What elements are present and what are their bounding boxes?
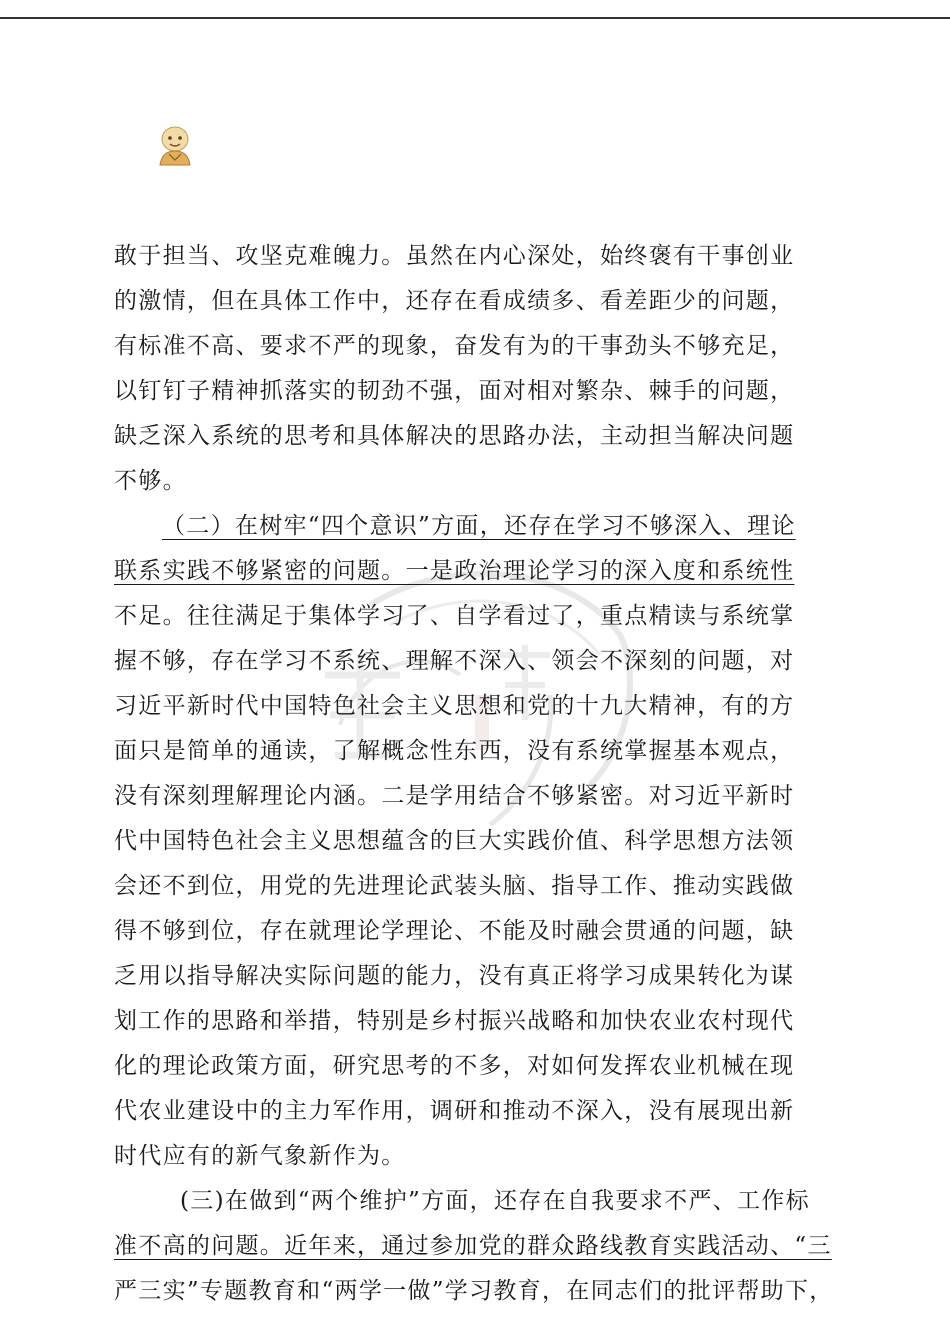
text-line: 乏用以指导解决实际问题的能力，没有真正将学习成果转化为谋 [114,963,795,989]
text-line: 时代应有的新气象新作为。 [114,1143,406,1169]
text-line: 不够。 [114,468,187,494]
section-heading-2-cont: 联系实践不够紧密的问题。一是政治理论学习的深入度和系统性 [114,558,795,584]
text-line: 会还不到位，用党的先进理论武装头脑、指导工作、推动实践做 [114,873,795,899]
text-line: 面只是简单的通读，了解概念性东西，没有系统掌握基本观点， [114,738,795,764]
text-line: 没有深刻理解理论内涵。二是学用结合不够紧密。对习近平新时 [114,783,795,809]
text-line: 不足。往往满足于集体学习了、自学看过了，重点精读与系统掌 [114,603,795,629]
text-line: 习近平新时代中国特色社会主义思想和党的十九大精神，有的方 [114,693,795,719]
text-line: 代农业建设中的主力军作用，调研和推动不深入，没有展现出新 [114,1098,795,1124]
text-line: 划工作的思路和举措，特别是乡村振兴战略和加快农业农村现代 [114,1008,795,1034]
text-line: 以钉钉子精神抓落实的韧劲不强，面对相对繁杂、棘手的问题， [114,378,795,404]
text-line: 代中国特色社会主义思想蕴含的巨大实践价值、科学思想方法领 [114,828,795,854]
text-line: 严三实”专题教育和“两学一做”学习教育，在同志们的批评帮助下， [114,1278,834,1304]
text-line: 化的理论政策方面，研究思考的不多，对如何发挥农业机械在现 [114,1053,795,1079]
header-rule [0,17,950,19]
section-heading-3: (三)在做到“两个维护”方面，还存在自我要求不严、工作标 [180,1188,810,1214]
text-line: 得不够到位，存在就理论学理论、不能及时融会贯通的问题，缺 [114,918,795,944]
text-line: 有标准不高、要求不严的现象，奋发有为的干事劲头不够充足， [114,333,795,359]
text-line: 敢于担当、攻坚克难魄力。虽然在内心深处，始终褒有干事创业 [114,243,795,269]
text-line: 的激情，但在具体工作中，还存在看成绩多、看差距少的问题， [114,288,795,314]
section-heading-2: （二）在树牢“四个意识”方面，还存在学习不够深入、理论 [162,513,796,539]
text-line: 握不够，存在学习不系统、理解不深入、领会不深刻的问题，对 [114,648,795,674]
text-line: 缺乏深入系统的思考和具体解决的思路办法，主动担当解决问题 [114,423,795,449]
mascot-logo-icon [153,124,197,166]
section-heading-3-cont: 准不高的问题。近年来，通过参加党的群众路线教育实践活动、“三 [114,1233,832,1259]
